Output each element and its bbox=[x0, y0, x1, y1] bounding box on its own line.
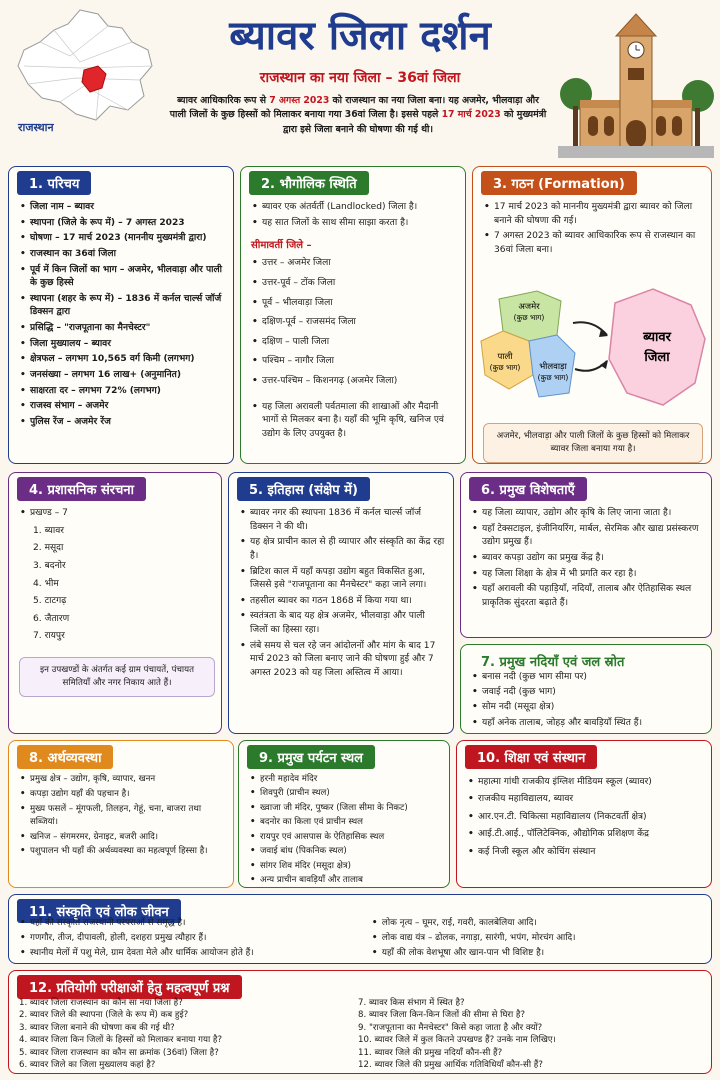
tourism-item: • ख्वाजा जी मंदिर, पुष्कर (जिला सीमा के निकट) bbox=[249, 802, 441, 814]
exam-question: 5. ब्यावर जिला राजस्थान का कौन सा क्रमांक (36वां) जिला है? bbox=[19, 1047, 219, 1058]
rajasthan-map bbox=[10, 6, 160, 134]
clock-tower-illustration bbox=[558, 10, 714, 158]
map-bhilwara-part: (कुछ भाग) bbox=[537, 373, 569, 382]
card-geo bbox=[240, 166, 466, 464]
economy-item: • पशुपालन भी यहाँ की अर्थव्यवस्था का महत्वपूर्ण हिस्सा है। bbox=[19, 845, 225, 858]
card-admin-title: 4. प्रशासनिक संरचना bbox=[17, 477, 146, 501]
education-item: • आई.टी.आई., पॉलिटेक्निक, औद्योगिक प्रशिक्षण केंद्र bbox=[467, 827, 703, 842]
map-beawar-label-1: ब्यावर bbox=[643, 330, 671, 345]
river-item: • यहाँ अनेक तालाब, जोहड़ और बावड़ियाँ स्थित हैं। bbox=[471, 717, 703, 730]
border-district-item: • पूर्व – भीलवाड़ा जिला bbox=[251, 297, 457, 311]
map-bhilwara-label: भीलवाड़ा bbox=[539, 362, 567, 372]
card-economy bbox=[8, 740, 234, 888]
tourism-item: • बदनोर का किला एवं प्राचीन स्थल bbox=[249, 816, 441, 828]
intro-date-1: 7 अगस्त 2023 bbox=[269, 95, 330, 106]
intro-item: • जिला मुख्यालय – ब्यावर bbox=[19, 338, 225, 352]
history-item: • ब्रिटिश काल में यहाँ कपड़ा उद्योग बहुत विकसित हुआ, जिससे इसे "राजपूताना का मैनचेस्टर" कहा जाने लगा। bbox=[239, 566, 445, 593]
border-district-item: • दक्षिण-पूर्व – राजसमंद जिला bbox=[251, 316, 457, 330]
economy-item: • कपड़ा उद्योग यहाँ की पहचान है। bbox=[19, 788, 225, 801]
feature-item: • ब्यावर कपड़ा उद्योग का प्रमुख केंद्र है। bbox=[471, 552, 703, 566]
intro-list bbox=[19, 201, 225, 430]
admin-block-count: • प्रखण्ड – 7 bbox=[19, 507, 213, 521]
card-exam bbox=[8, 970, 712, 1074]
card-formation bbox=[472, 166, 712, 464]
card-rivers bbox=[460, 644, 712, 734]
intro-item: • स्थापना (जिले के रूप में) – 7 अगस्त 2023 bbox=[19, 217, 225, 231]
culture-item: • यहाँ की लोक वेशभूषा और खान-पान भी विशिष्ट है। bbox=[371, 947, 703, 960]
tourism-item: • जवाई बांध (पिकनिक स्थल) bbox=[249, 845, 441, 857]
admin-block-list bbox=[19, 525, 213, 644]
map-pali-label: पाली bbox=[497, 352, 513, 362]
border-district-item: • पश्चिम – नागौर जिला bbox=[251, 355, 457, 369]
exam-question: 2. ब्यावर जिले की स्थापना (जिले के रूप में) कब हुई? bbox=[19, 1010, 189, 1021]
admin-block-item: 3. बदनोर bbox=[33, 560, 66, 571]
history-item: • तहसील ब्यावर का गठन 1868 में किया गया था। bbox=[239, 595, 445, 609]
feature-item: • यह जिला शिक्षा के क्षेत्र में भी प्रगति कर रहा है। bbox=[471, 568, 703, 582]
economy-item: • मुख्य फसलें – मूंगफली, तिलहन, गेहूं, चना, बाजरा तथा सब्जियां। bbox=[19, 803, 225, 829]
river-item: • सोम नदी (मसूदा क्षेत्र) bbox=[471, 701, 703, 714]
education-item: • महात्मा गांधी राजकीय इंग्लिश मीडियम स्कूल (ब्यावर) bbox=[467, 775, 703, 790]
card-culture-title: 11. संस्कृति एवं लोक जीवन bbox=[17, 899, 181, 923]
tourism-item: • सांगर शिव मंदिर (मसूदा क्षेत्र) bbox=[249, 860, 441, 872]
tourism-list bbox=[249, 773, 441, 887]
card-geo-title: 2. भौगोलिक स्थिति bbox=[249, 171, 369, 195]
card-tourism bbox=[238, 740, 450, 888]
river-item: • बनास नदी (कुछ भाग सीमा पर) bbox=[471, 671, 703, 684]
exam-question: 12. ब्यावर जिले की प्रमुख आर्थिक गतिविधियाँ कौन-सी हैं? bbox=[358, 1060, 543, 1071]
border-district-item: • उत्तर – अजमेर जिला bbox=[251, 257, 457, 271]
rivers-list bbox=[471, 671, 703, 730]
map-pali-part: (कुछ भाग) bbox=[489, 363, 521, 372]
education-item: • आर.एन.टी. चिकित्सा महाविद्यालय (निकटवर्ती क्षेत्र) bbox=[467, 810, 703, 825]
card-rivers-title: 7. प्रमुख नदियाँ एवं जल स्रोत bbox=[481, 655, 625, 670]
card-features bbox=[460, 472, 712, 638]
culture-item: • लोक नृत्य – घूमर, राई, गवरी, कालबेलिया आदि। bbox=[371, 917, 703, 930]
exam-question: 9. "राजपूताना का मैनचेस्टर" किसे कहा जाता है और क्यों? bbox=[358, 1022, 543, 1033]
intro-item: • साक्षरता दर – लगभग 72% (लगभग) bbox=[19, 385, 225, 399]
geo-item: • ब्यावर एक अंतर्वर्ती (Landlocked) जिला है। bbox=[251, 201, 457, 215]
culture-item: • यहाँ की संस्कृति राजस्थानी परंपराओं से समृद्ध है। bbox=[19, 917, 367, 930]
exam-question: 1. ब्यावर जिला राजस्थान का कौन सा नया जिला है? bbox=[19, 998, 183, 1008]
map-ajmer-label: अजमेर bbox=[518, 302, 540, 312]
page-subtitle: राजस्थान का नया जिला – 36वां जिला bbox=[259, 70, 461, 86]
admin-block-item: 2. मसूदा bbox=[33, 543, 64, 554]
formation-item: • 7 अगस्त 2023 को ब्यावर आधिकारिक रूप से राजस्थान का 36वां जिला बना। bbox=[483, 230, 703, 257]
intro-item: • प्रसिद्धि – "राजपूताना का मैनचेस्टर" bbox=[19, 322, 225, 336]
formation-item: • 17 मार्च 2023 को माननीय मुख्यमंत्री द्वारा ब्यावर को जिला बनाने की घोषणा की गई। bbox=[483, 201, 703, 228]
card-economy-title: 8. अर्थव्यवस्था bbox=[17, 745, 113, 769]
history-list bbox=[239, 507, 445, 681]
exam-question: 11. ब्यावर जिले की प्रमुख नदियाँ कौन-सी हैं? bbox=[358, 1047, 503, 1058]
economy-item: • प्रमुख क्षेत्र – उद्योग, कृषि, व्यापार, खनन bbox=[19, 773, 225, 786]
history-item: • स्वतंत्रता के बाद यह क्षेत्र अजमेर, भीलवाड़ा और पाली जिलों का हिस्सा रहा। bbox=[239, 610, 445, 637]
education-list bbox=[467, 775, 703, 860]
card-admin bbox=[8, 472, 222, 734]
feature-item: • यह जिला व्यापार, उद्योग और कृषि के लिए जाना जाता है। bbox=[471, 507, 703, 521]
intro-item: • पुलिस रेंज – अजमेर रेंज bbox=[19, 416, 225, 430]
admin-note: इन उपखण्डों के अंतर्गत कई ग्राम पंचायतें, पंचायत समितियाँ और नगर निकाय आते हैं। bbox=[19, 657, 215, 697]
card-formation-title: 3. गठन (Formation) bbox=[481, 171, 637, 195]
exam-left-list bbox=[19, 997, 358, 1072]
card-history bbox=[228, 472, 454, 734]
tourism-item: • अन्य प्राचीन बावड़ियाँ और तालाब bbox=[249, 874, 441, 886]
tourism-item: • शिवपुरी (प्राचीन स्थल) bbox=[249, 787, 441, 799]
intro-item: • राजस्थान का 36वां जिला bbox=[19, 248, 225, 262]
geo-item: • यह सात जिलों के साथ सीमा साझा करता है। bbox=[251, 217, 457, 231]
geo-list bbox=[251, 201, 457, 230]
admin-block-item: 6. जैतारण bbox=[33, 613, 70, 624]
exam-question: 3. ब्यावर जिला बनाने की घोषणा कब की गई थी? bbox=[19, 1022, 175, 1033]
border-district-item: • दक्षिण – पाली जिला bbox=[251, 336, 457, 350]
formation-map-diagram bbox=[477, 279, 709, 415]
intro-item: • क्षेत्रफल – लगभग 10,565 वर्ग किमी (लगभग) bbox=[19, 353, 225, 367]
card-exam-title: 12. प्रतियोगी परीक्षाओं हेतु महत्वपूर्ण प्रश्न bbox=[17, 975, 242, 999]
map-state-label: राजस्थान bbox=[18, 121, 54, 134]
history-item: • लंबे समय से चल रहे जन आंदोलनों और मांग के बाद 17 मार्च 2023 को जिला बनाए जाने की घोषणा हुई और 7 अगस्त 2023 को यह जिला अस्तित्व में आया। bbox=[239, 640, 445, 681]
intro-text-a: ब्यावर आधिकारिक रूप से bbox=[177, 95, 270, 106]
education-item: • कई निजी स्कूल और कोचिंग संस्थान bbox=[467, 845, 703, 860]
admin-block-item: 5. टाटगढ़ bbox=[33, 596, 67, 607]
feature-item: • यहाँ अरावली की पहाड़ियाँ, नदियाँ, तालाब और ऐतिहासिक स्थल प्राकृतिक सुंदरता बढ़ाते हैं। bbox=[471, 583, 703, 610]
features-list bbox=[471, 507, 703, 610]
feature-item: • यहाँ टेक्सटाइल, इंजीनियरिंग, मार्बल, सेरमिक और खाद्य प्रसंस्करण उद्योग प्रमुख हैं। bbox=[471, 523, 703, 550]
intro-item: • स्थापना (शहर के रूप में) – 1836 में कर्नल चार्ल्स जॉर्ज डिक्सन द्वारा bbox=[19, 293, 225, 320]
intro-date-2: 17 मार्च 2023 bbox=[441, 109, 501, 121]
intro-text-c: को मुख्यमंत्री द्वारा इसे जिला बनाने की घोषणा की गई थी। bbox=[283, 109, 547, 135]
border-districts-title: सीमावर्ती जिले – bbox=[251, 240, 312, 252]
intro-item: • जिला नाम – ब्यावर bbox=[19, 201, 225, 215]
admin-block-item: 1. ब्यावर bbox=[33, 525, 65, 536]
intro-item: • पूर्व में किन जिलों का भाग – अजमेर, भीलवाड़ा और पाली के कुछ हिस्से bbox=[19, 264, 225, 291]
intro-text-b: को राजस्थान का नया जिला बना। यह अजमेर, भीलवाड़ा और पाली जिलों के कुछ हिस्सों को मिलाकर बनाया गया 36वां जिला है। इससे पहले bbox=[169, 95, 539, 121]
exam-question: 6. ब्यावर जिले का जिला मुख्यालय कहां है? bbox=[19, 1060, 156, 1071]
geo-note: • यह जिला अरावली पर्वतमाला की शाखाओं और मैदानी भागों से मिलकर बना है। यहाँ की भूमि कृषि, खनिज एवं उद्योग के लिए उपयुक्त है। bbox=[251, 401, 457, 442]
card-intro bbox=[8, 166, 234, 464]
education-item: • राजकीय महाविद्यालय, ब्यावर bbox=[467, 792, 703, 807]
intro-item: • राजस्व संभाग – अजमेर bbox=[19, 400, 225, 414]
culture-item: • गणगौर, तीज, दीपावली, होली, दशहरा प्रमुख त्यौहार हैं। bbox=[19, 932, 367, 945]
formation-note: अजमेर, भीलवाड़ा और पाली जिलों के कुछ हिस्सों को मिलाकर ब्यावर जिला बनाया गया है। bbox=[483, 423, 703, 463]
page-title: ब्यावर जिला दर्शन bbox=[229, 13, 491, 59]
border-district-item: • उत्तर-पश्चिम – किशनगढ़ (अजमेर जिला) bbox=[251, 375, 457, 389]
card-culture bbox=[8, 894, 712, 964]
geo-note-list bbox=[251, 401, 457, 442]
intro-paragraph bbox=[168, 94, 548, 137]
economy-item: • खनिज – संगमरमर, ग्रेनाइट, बजरी आदि। bbox=[19, 831, 225, 844]
tourism-item: • रायपुर एवं आसपास के ऐतिहासिक स्थल bbox=[249, 831, 441, 843]
card-features-title: 6. प्रमुख विशेषताएँ bbox=[469, 477, 587, 501]
river-item: • जवाई नदी (कुछ भाग) bbox=[471, 686, 703, 699]
exam-question: 8. ब्यावर जिला किन-किन जिलों की सीमा से घिरा है? bbox=[358, 1010, 526, 1021]
card-education-title: 10. शिक्षा एवं संस्थान bbox=[465, 745, 597, 769]
card-tourism-title: 9. प्रमुख पर्यटन स्थल bbox=[247, 745, 375, 769]
tourism-item: • हरनी महादेव मंदिर bbox=[249, 773, 441, 785]
card-history-title: 5. इतिहास (संक्षेप में) bbox=[237, 477, 370, 501]
exam-question: 7. ब्यावर किस संभाग में स्थित है? bbox=[358, 998, 465, 1008]
history-item: • ब्यावर नगर की स्थापना 1836 में कर्नल चार्ल्स जॉर्ज डिक्सन ने की थी। bbox=[239, 507, 445, 534]
border-district-item: • उत्तर-पूर्व – टोंक जिला bbox=[251, 277, 457, 291]
card-education bbox=[456, 740, 712, 888]
culture-right-list bbox=[367, 917, 703, 961]
admin-lead-list bbox=[19, 507, 213, 521]
intro-item: • घोषणा – 17 मार्च 2023 (माननीय मुख्यमंत्री द्वारा) bbox=[19, 232, 225, 246]
exam-question: 10. ब्यावर जिले में कुल कितने उपखण्ड हैं? उनके नाम लिखिए। bbox=[358, 1035, 556, 1046]
border-districts-list bbox=[251, 257, 457, 388]
history-item: • यह क्षेत्र प्राचीन काल से ही व्यापार और संस्कृति का केंद्र रहा है। bbox=[239, 536, 445, 563]
culture-item: • लोक वाद्य यंत्र – ढोलक, नगाड़ा, सारंगी, भपंग, मोरचंग आदि। bbox=[371, 932, 703, 945]
economy-list bbox=[19, 773, 225, 858]
culture-left-list bbox=[19, 917, 367, 961]
map-beawar-label-2: जिला bbox=[644, 350, 670, 365]
admin-block-item: 7. रायपुर bbox=[33, 631, 65, 642]
card-intro-title: 1. परिचय bbox=[17, 171, 91, 195]
map-ajmer-part: (कुछ भाग) bbox=[513, 313, 545, 322]
admin-block-item: 4. भीम bbox=[33, 578, 59, 589]
culture-item: • स्थानीय मेलों में पशु मेले, ग्राम देवता मेले और धार्मिक आयोजन होते हैं। bbox=[19, 947, 367, 960]
exam-question: 4. ब्यावर जिला किन जिलों के हिस्सों को मिलाकर बनाया गया है? bbox=[19, 1035, 223, 1046]
formation-list bbox=[483, 201, 703, 258]
exam-right-list bbox=[358, 997, 703, 1072]
intro-item: • जनसंख्या – लगभग 16 लाख+ (अनुमानित) bbox=[19, 369, 225, 383]
